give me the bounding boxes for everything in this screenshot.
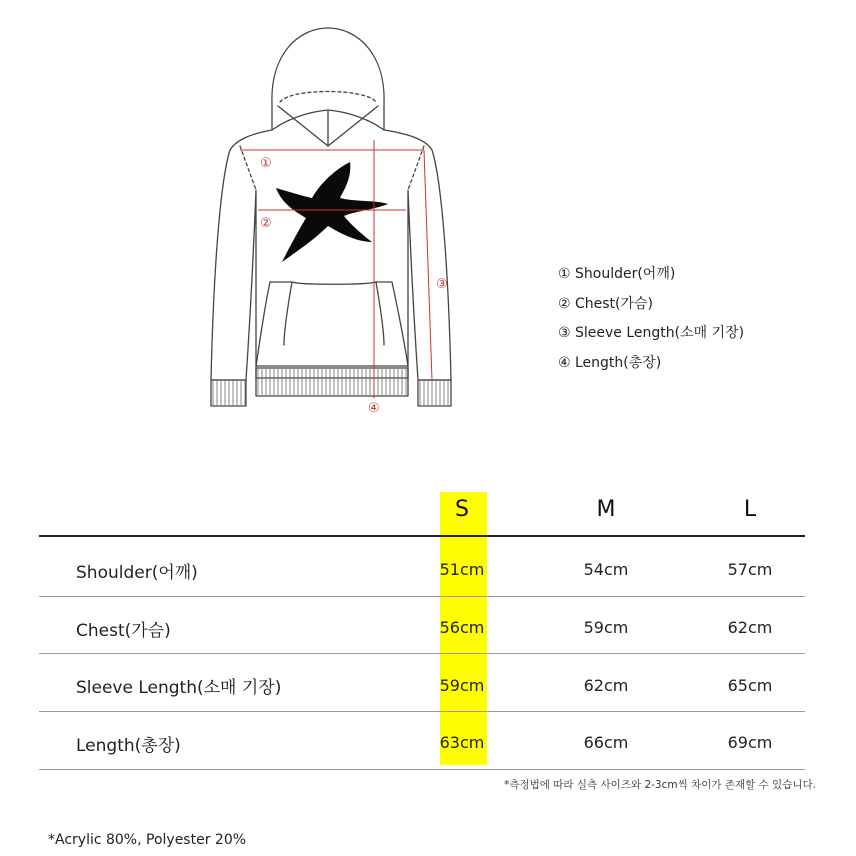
measurement-legend xyxy=(558,260,744,378)
row-divider xyxy=(39,711,805,712)
cell-sleeve-m: 62cm xyxy=(583,676,629,695)
size-header-s: S xyxy=(455,497,469,522)
marker-3: ③ xyxy=(436,277,448,292)
table-top-rule xyxy=(39,535,805,537)
legend-item-sleeve: ③ Sleeve Length(소매 기장) xyxy=(558,325,745,341)
size-header-l: L xyxy=(743,497,757,522)
table-bottom-rule xyxy=(39,769,805,770)
cell-chest-l: 62cm xyxy=(727,618,773,637)
material-composition: *Acrylic 80%, Polyester 20% xyxy=(48,832,247,848)
row-label-chest: Chest(가슴) xyxy=(76,621,171,641)
legend-item-chest: ② Chest(가슴) xyxy=(558,295,654,312)
size-header-m: M xyxy=(596,497,616,522)
cell-chest-m: 59cm xyxy=(583,618,629,637)
row-label-length: Length(총장) xyxy=(76,736,181,756)
measurement-note: *측정법에 따라 실측 사이즈와 2-3cm씩 차이가 존재할 수 있습니다. xyxy=(504,779,816,791)
starfish-graphic xyxy=(276,162,388,262)
row-label-sleeve: Sleeve Length(소매 기장) xyxy=(76,678,282,698)
marker-2: ② xyxy=(260,216,272,231)
row-label-shoulder: Shoulder(어깨) xyxy=(76,563,198,583)
cell-shoulder-s: 51cm xyxy=(439,560,485,579)
cell-sleeve-l: 65cm xyxy=(727,676,773,695)
legend-item-shoulder: ① Shoulder(어깨) xyxy=(558,266,676,282)
row-divider xyxy=(39,596,805,597)
legend-item-length: ④ Length(총장) xyxy=(558,354,662,371)
cell-length-l: 69cm xyxy=(727,733,773,752)
cell-chest-s: 56cm xyxy=(439,618,485,637)
marker-4: ④ xyxy=(368,401,380,416)
cell-shoulder-m: 54cm xyxy=(583,560,629,579)
marker-1: ① xyxy=(260,156,272,171)
row-divider xyxy=(39,653,805,654)
cell-length-m: 66cm xyxy=(583,733,629,752)
cell-shoulder-l: 57cm xyxy=(727,560,773,579)
cell-sleeve-s: 59cm xyxy=(439,676,485,695)
cell-length-s: 63cm xyxy=(439,733,485,752)
